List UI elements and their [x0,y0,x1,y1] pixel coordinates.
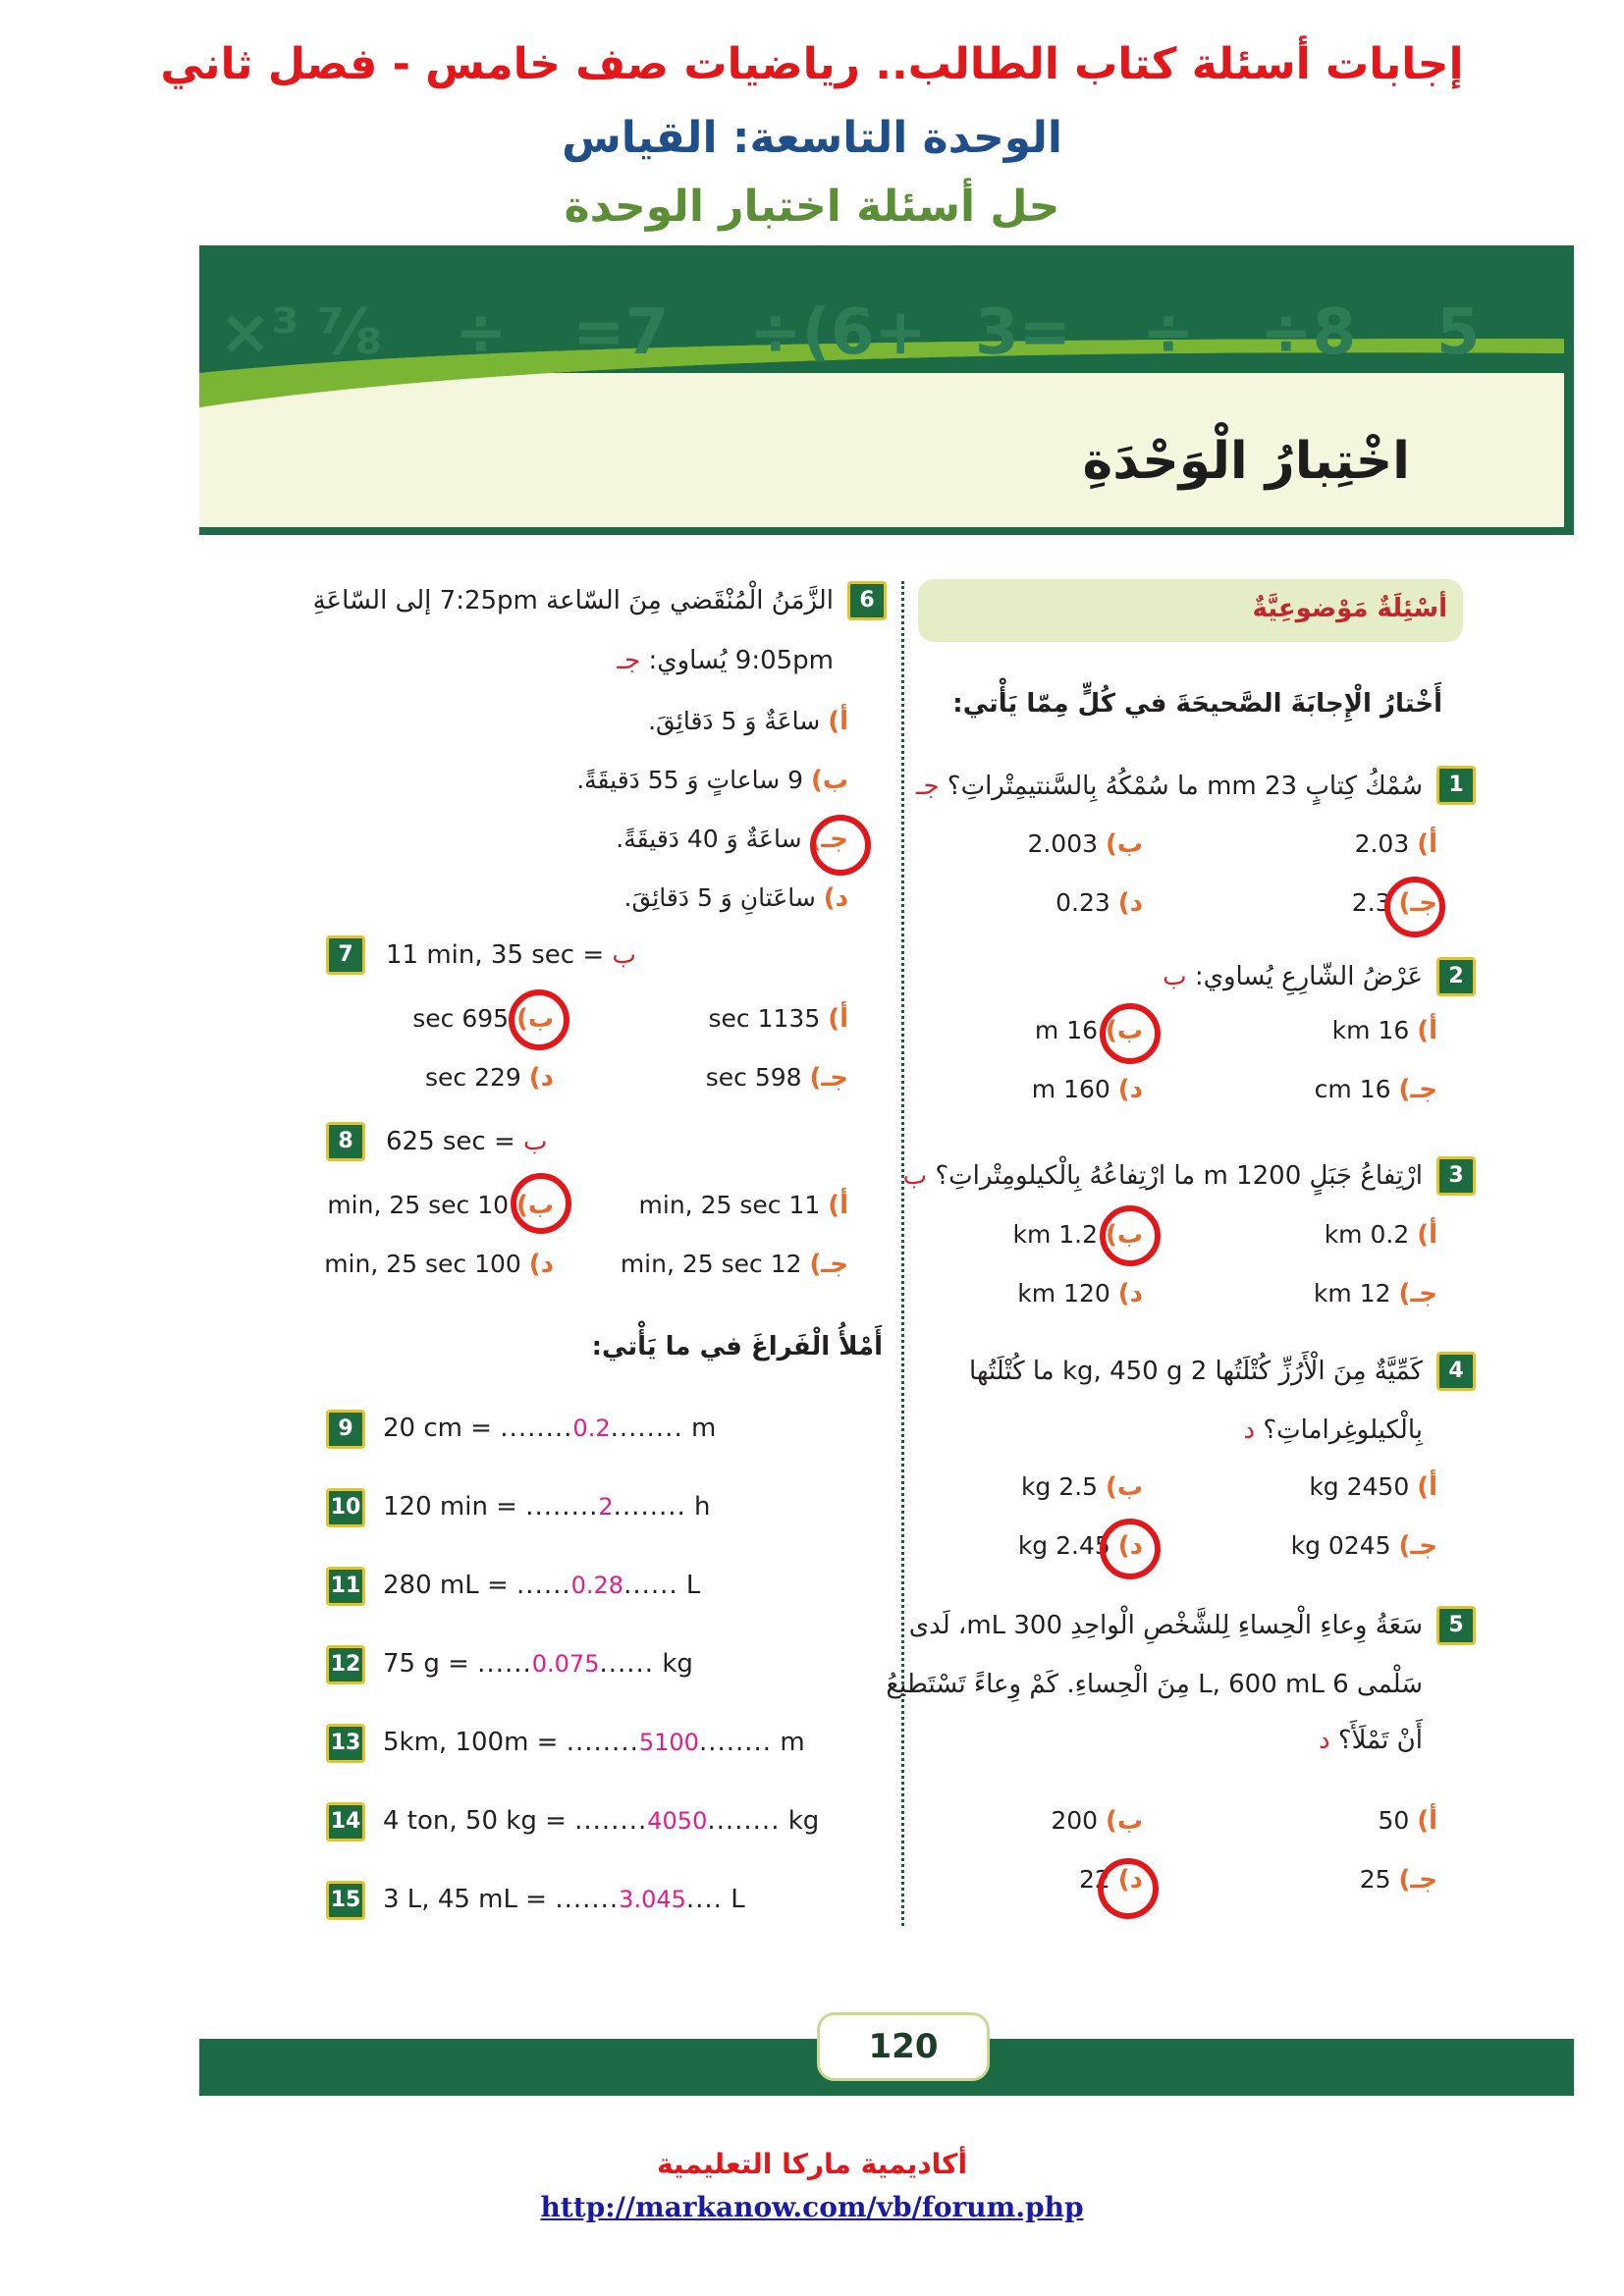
question-text: سَعَةُ وِعاءِ الْحِساءِ لِلشَّخْصِ الْواحِدِ 300 mL، لَدى [908,1611,1423,1640]
fill-answer: 2 [598,1493,614,1521]
option: د) 0.23 [1056,888,1143,918]
question-text: الزَّمَنُ الْمُنْقَضي مِنَ السّاعة 7:25pm إلى السّاعَةِ [312,586,834,615]
banner-title: اخْتِبارُ الْوَحْدَةِ [1082,432,1410,491]
unit-test-banner [199,245,1574,535]
question-number: 11 [326,1567,365,1606]
section-title: حل أسئلة اختبار الوحدة [564,182,1060,232]
option: أ) ساعَةٌ وَ 5 دَقائِقَ. [648,707,848,736]
instruction: أَخْتارُ الْإِجابَةَ الصَّحيحَةَ في كُلٍّ مِمّا يَأْتي: [952,689,1442,719]
option: ب) 10 min, 25 sec [327,1191,554,1220]
fill-item: 120 min = ........2........ h [383,1492,711,1522]
option: د) ساعَتانِ وَ 5 دَقائِقَ. [623,883,848,913]
question-number: 6 [847,581,887,620]
option: د) 22 [1079,1865,1143,1895]
option: ب) 16 m [1034,1016,1143,1045]
question-text-continued: سَلْمى 6 L, 600 mL مِنَ الْحِساءِ. كَمْ وِعاءً تَسْتَطيعُ [886,1670,1423,1699]
option: أ) 1135 sec [708,1004,848,1034]
svg-text:×³: ×³ [219,296,299,369]
question-text-continued: 9:05pm يُساوي: جـ [617,646,834,675]
fill-item: 4 ton, 50 kg = ........4050........ kg [383,1806,820,1836]
option: ب) 1.2 km [1012,1220,1143,1250]
option: ب) 695 sec [412,1004,554,1034]
option: أ) 16 km [1331,1016,1437,1045]
question-text: ارْتِفاعُ جَبَلٍ 1200 m ما ارْتِفاعُهُ بِالْكيلومِتْراتِ؟ ب [902,1161,1423,1191]
svg-text:⁷⁄₈: ⁷⁄₈ [317,296,383,369]
option: د) 100 min, 25 sec [324,1250,554,1279]
header-title: إجابات أسئلة كتاب الطالب.. رياضيات صف خامس - فصل ثاني [160,39,1464,89]
forum-link[interactable]: http://markanow.com/vb/forum.php [540,2191,1084,2223]
option: أ) 2450 kg [1309,1472,1437,1502]
option: جـ) 16 cm [1314,1075,1437,1104]
option: أ) 2.03 [1354,829,1437,859]
question-number: 2 [1436,957,1476,996]
answer-circle [1384,877,1445,937]
svg-text:=7: =7 [572,296,670,369]
option: جـ) 0245 kg [1290,1531,1437,1561]
question-text-continued: أَنْ تَمْلَأَ؟ د [1318,1726,1423,1755]
fill-answer: 3.045 [619,1886,686,1913]
section-chip-label: أسْئِلَةٌ مَوْضوعِيَّةٌ [1252,594,1447,623]
question-number: 14 [326,1802,365,1842]
question-number: 10 [326,1488,365,1527]
svg-text:÷8: ÷8 [1260,296,1357,369]
option: د) 2.45 kg [1017,1531,1143,1561]
question-number: 7 [326,935,365,975]
answer-circle [1100,1519,1161,1579]
option: أ) 50 [1378,1806,1437,1836]
unit-title: الوحدة التاسعة: القياس [562,113,1062,163]
svg-text:÷: ÷ [1142,296,1195,369]
option: جـ) 12 min, 25 sec [620,1250,848,1279]
option: ب) 9 ساعاتٍ وَ 55 دَقيقَةً. [576,766,848,795]
question-text: سُمْكُ كِتابٍ 23 mm ما سُمْكُهُ بِالسَّنتيمِتْراتِ؟ جـ [915,772,1423,801]
fill-item: 3 L, 45 mL = .......3.045.... L [383,1885,745,1914]
column-divider [901,581,904,1926]
answer-circle [511,1173,571,1234]
option: أ) 0.2 km [1324,1220,1437,1250]
option: ب) 2.5 kg [1020,1472,1143,1502]
fill-answer: 5100 [638,1729,699,1756]
option: د) 120 km [1017,1279,1143,1308]
question-number: 4 [1436,1352,1476,1391]
option: ب) 2.003 [1027,829,1143,859]
svg-text:÷(6+: ÷(6+ [749,296,928,369]
question-text: عَرْضُ الشّارِعِ يُساوي: ب [1163,962,1423,991]
svg-text:3=: 3= [975,296,1072,369]
fill-item: 5km, 100m = ........5100........ m [383,1728,805,1757]
question-number: 8 [326,1122,365,1161]
fill-answer: 0.2 [572,1415,611,1442]
option: د) 160 m [1031,1075,1143,1104]
option: جـ) 12 km [1313,1279,1437,1308]
answer-circle [810,815,871,876]
fill-item: 280 mL = ......0.28...... L [383,1571,701,1600]
option: جـ) 25 [1359,1865,1437,1895]
option: جـ) ساعَةٌ وَ 40 دَقيقَةً. [616,825,848,854]
question-number: 13 [326,1724,365,1763]
answer-circle [1100,1205,1161,1266]
question-number: 12 [326,1645,365,1684]
question-text: 11 min, 35 sec = ب [386,940,636,970]
fill-item: 75 g = ......0.075...... kg [383,1649,693,1679]
fill-instruction: أَمْلأُ الْفَراغَ في ما يَأْتي: [591,1332,883,1362]
fill-answer: 4050 [647,1807,708,1835]
answer-circle [1100,1003,1161,1064]
question-number: 3 [1436,1156,1476,1196]
option: جـ) 2.3 [1351,888,1437,918]
fill-answer: 0.28 [570,1572,624,1599]
option: د) 229 sec [424,1063,554,1093]
option: جـ) 598 sec [705,1063,848,1093]
answer-circle [1098,1858,1159,1919]
option: أ) 11 min, 25 sec [638,1191,848,1220]
academy-name: أكاديمية ماركا التعليمية [656,2148,968,2180]
fill-answer: 0.075 [531,1650,600,1678]
page-number: 120 [817,2012,990,2081]
answer-circle [509,989,569,1050]
question-number: 9 [326,1410,365,1449]
fill-item: 20 cm = ........0.2........ m [383,1414,717,1443]
question-text-continued: بِالْكيلوغِراماتِ؟ د [1243,1415,1423,1445]
svg-text:5: 5 [1436,296,1481,369]
question-number: 15 [326,1881,365,1920]
question-text: كَمِّيَّةٌ مِنَ الْأَرُزِّ كُتْلَتُها 2 kg, 450 g ما كُتْلَتُها [969,1357,1423,1386]
question-number: 1 [1436,766,1476,805]
svg-text:÷: ÷ [455,296,508,369]
question-text: 625 sec = ب [386,1127,548,1156]
option: ب) 200 [1051,1806,1143,1836]
question-number: 5 [1436,1606,1476,1645]
